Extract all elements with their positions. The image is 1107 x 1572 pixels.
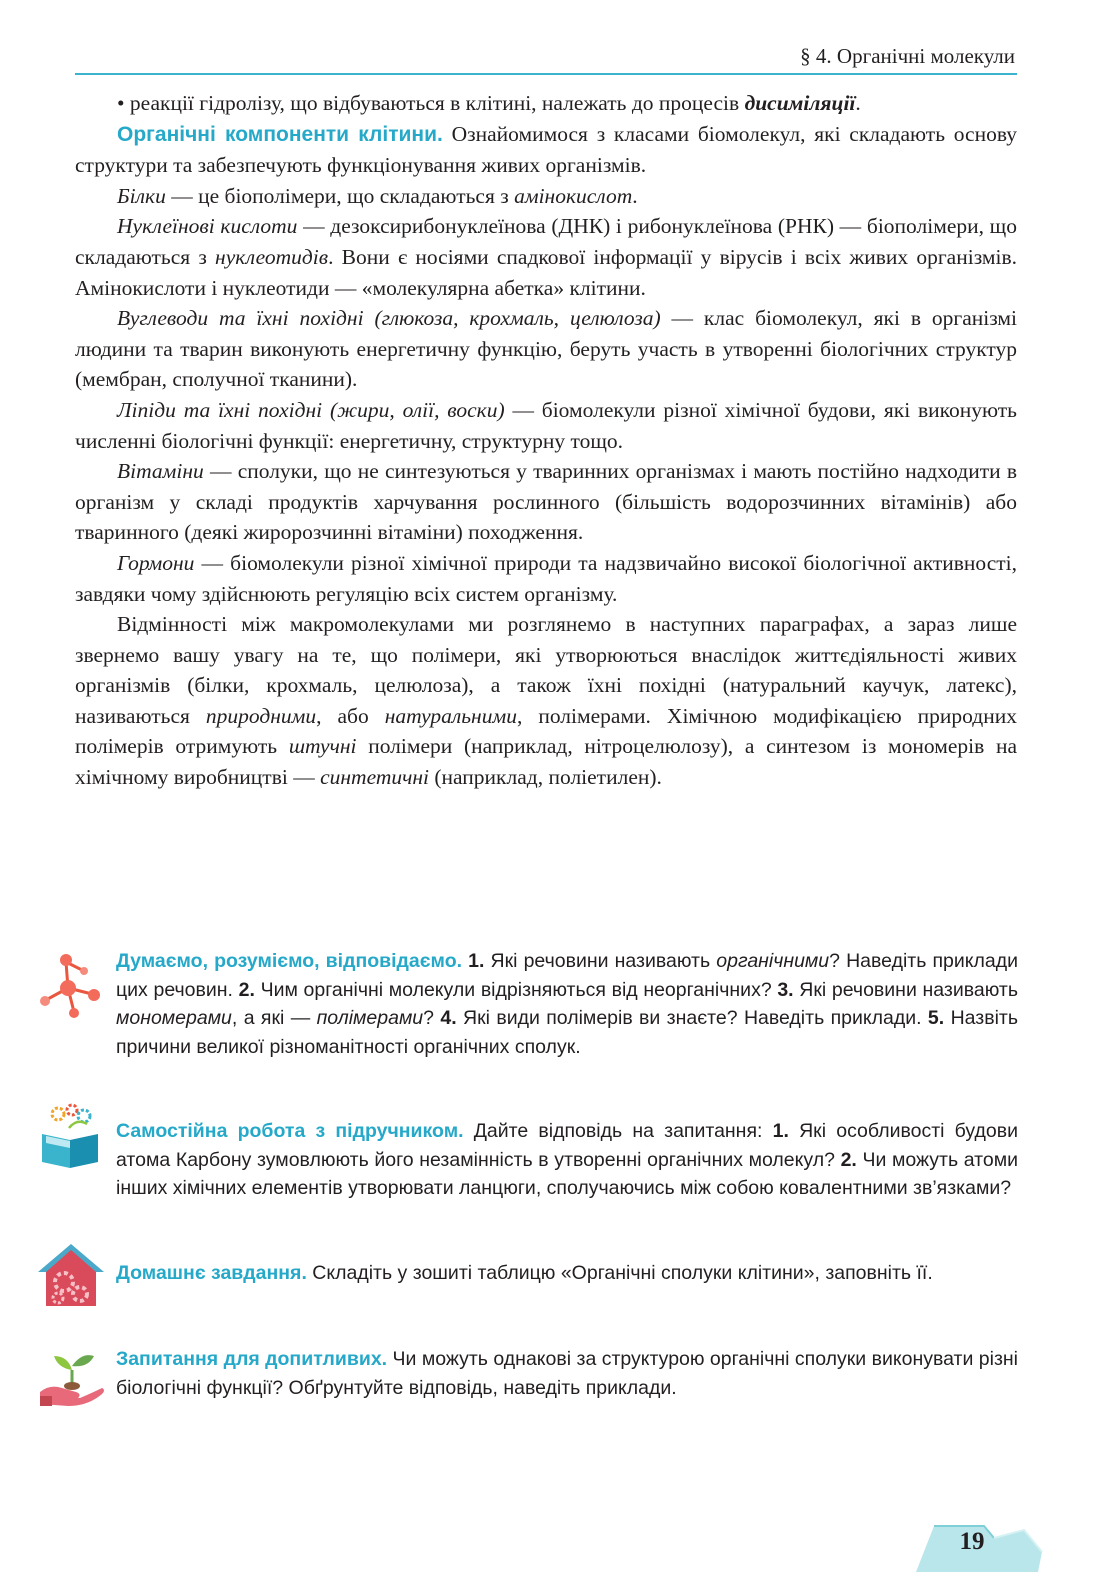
paragraph-carbohydrates: Вуглеводи та їхні похідні (глюкоза, крохмаль, целюлоза) — клас біомолекул, які в організмі людини та тварин виконують енергетичну функцію, беруть участь в утворенні біологічних структур (мембран, сполучної тканини). bbox=[75, 306, 1017, 392]
task-self-work: Самостійна робота з підручником. Дайте відповідь на запитання: 1. Які особливості будови атома Карбону зумовлюють його незамінність в утворенні органічних молекул? 2. Чи можуть атоми інших хімічних елементів утворювати ланцюги, сполучаючись між собою ковалентними зв’язками? bbox=[116, 1120, 1018, 1200]
paragraph-vitamins: Вітаміни — сполуки, що не синтезуються у тваринних організмах і мають постійно надходити в організм у складі продуктів харчування рослинного (більшість водорозчинних вітамінів) або тваринного (деякі жиророзчинні вітаміни) походження. bbox=[75, 459, 1017, 545]
section-title: § 4. Органічні молекули bbox=[800, 44, 1015, 68]
paragraph-organic-components: Органічні компоненти клітини. Ознайомимося з класами біомолекул, які складають основу структури та забезпечують функціонування живих організмів. bbox=[75, 121, 1017, 178]
header-rule bbox=[75, 73, 1017, 75]
hand-sprout-icon bbox=[36, 1340, 106, 1410]
open-book-gears-icon bbox=[36, 1100, 106, 1170]
molecule-icon bbox=[36, 950, 106, 1020]
main-text bbox=[75, 88, 1017, 793]
task-curious: Запитання для допитливих. Чи можуть однакові за структурою органічні сполуки виконувати різні біологічні функції? Обґрунтуйте відповідь, наведіть приклади. bbox=[116, 1348, 1019, 1399]
task-title: Домашнє завдання. bbox=[116, 1262, 307, 1284]
paragraph-proteins: Білки — це біополімери, що складаються з амінокислот. bbox=[117, 183, 638, 208]
task-title: Самостійна робота з підручником. bbox=[116, 1120, 464, 1142]
paragraph-lipids: Ліпіди та їхні похідні (жири, олії, воски) — біомолекули різної хімічної будови, які виконують численні біологічні функції: енергетичну, структурну тощо. bbox=[75, 397, 1017, 453]
paragraph-nucleic-acids: Нуклеїнові кислоти — дезоксирибонуклеїнова (ДНК) і рибонуклеїнова (РНК) — біополімери, що складаються з нуклеотидів. Вони є носіями спадкової інформації у вірусів і всіх живих організмів. Амінокислоти і нуклеотиди — «молекулярна абетка» клітини. bbox=[75, 214, 1017, 300]
paragraph-hormones: Гормони — біомолекули різної хімічної природи та надзвичайно високої біологічної активності, завдяки чому здійснюють регуляцію всіх систем організму. bbox=[75, 550, 1017, 606]
task-think: Думаємо, розуміємо, відповідаємо. 1. Які речовини називають органічними? Наведіть приклади цих речовин. 2. Чим органічні молекули відрізняються від неорганічних? 3. Які речовини називають мономерами, а які — полімерами? 4. Які види полімерів ви знаєте? Наведіть приклади. 5. Назвіть причини великої різноманітності органічних сполук. bbox=[116, 950, 1019, 1058]
paragraph-heading: Органічні компоненти клітини. bbox=[117, 122, 443, 146]
task-title: Думаємо, розуміємо, відповідаємо. bbox=[116, 950, 463, 972]
house-gears-icon bbox=[36, 1240, 106, 1310]
task-homework: Домашнє завдання. Складіть у зошиті таблицю «Органічні сполуки клітини», заповніть її. bbox=[116, 1262, 933, 1284]
paragraph-polymers: Відмінності між макромолекулами ми розглянемо в наступних параграфах, а зараз лише звернемо вашу увагу на те, що полімери, які утворюються внаслідок життєдіяльності живих організмів (білки, крохмаль, целюлоза), а також їхні похідні (натуральний каучук, латекс), називаються природними, або натуральними, полімерами. Хімічною модифікацією природних полімерів отримують штучні полімери (наприклад, нітроцелюлозу), а синтезом із мономерів на хімічному виробництві — синтетичні (наприклад, поліетилен). bbox=[75, 612, 1018, 790]
paragraph-dissimilation: • реакції гідролізу, що відбуваються в клітині, належать до процесів дисиміляції. bbox=[117, 91, 861, 115]
task-title: Запитання для допитливих. bbox=[116, 1348, 388, 1370]
page-number: 19 bbox=[959, 1528, 985, 1555]
